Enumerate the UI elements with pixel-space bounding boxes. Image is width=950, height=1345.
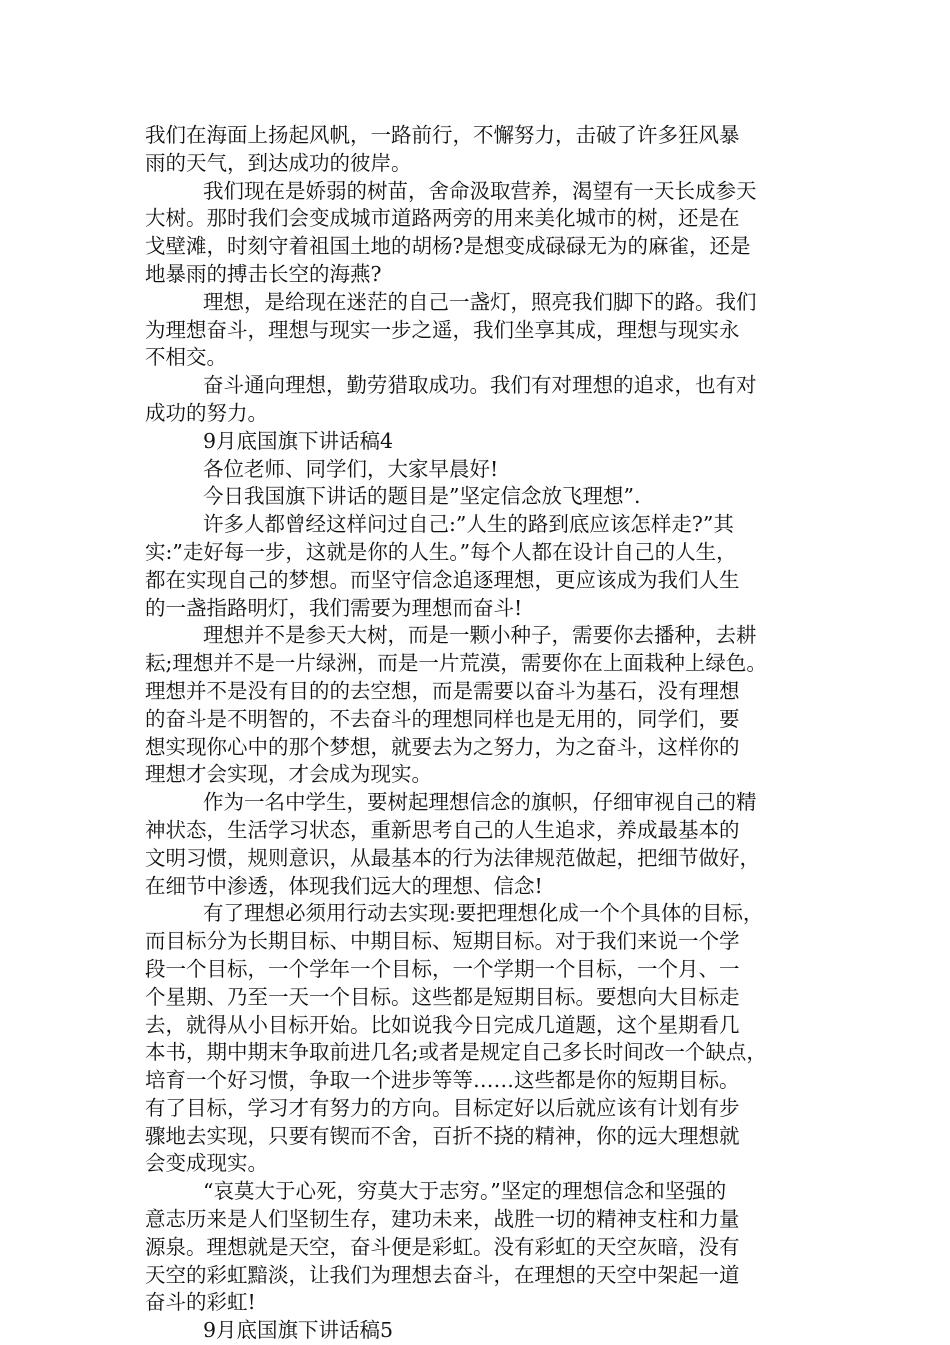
paragraph-continuation: 我们在海面上扬起风帆，一路前行，不懈努力，击破了许多狂风暴 雨的天气，到达成功的彼岸。: [145, 123, 740, 175]
paragraph: 理想并不是参天大树，而是一颗小种子，需要你去播种，去耕 耘;理想并不是一片绿洲，而是一片荒漠，需要你在上面栽种上绿色。 理想并不是没有目的的去空想，而是需要以奋斗为基石，没有理想 的奋斗是不明智的，不去奋斗的理想同样也是无用的，同学们，要 想实现你心中的那个梦想，就要去为之努力，为之奋斗，这样你的 理想才会实现，才会成为现实。: [145, 623, 767, 787]
section-heading-4: 9月底国旗下讲话稿4: [203, 428, 394, 453]
paragraph: 作为一名中学生，要树起理想信念的旗帜，仔细审视自己的精 神状态，生活学习状态，重新思考自己的人生追求，养成最基本的 文明习惯，规则意识，从最基本的行为法律规范做起，把细节做好， 在细节中渗透，体现我们远大的理想、信念!: [145, 790, 760, 898]
paragraph: 许多人都曾经这样问过自己:”人生的路到底应该怎样走?”其 实:”走好每一步，这就是你的人生。”每个人都在设计自己的人生， 都在实现自己的梦想。而坚守信念追逐理想，更应该成为我们人生 的一盏指路明灯，我们需要为理想而奋斗!: [145, 512, 740, 620]
paragraph-greeting: 各位老师、同学们，大家早晨好!: [203, 456, 499, 481]
paragraph: “哀莫大于心死，穷莫大于志穷。”坚定的理想信念和坚强的 意志历来是人们坚韧生存，建功未来，战胜一切的精神支柱和力量 源泉。理想就是天空，奋斗便是彩虹。没有彩虹的天空灰暗，没有 天空的彩虹黯淡，让我们为理想去奋斗，在理想的天空中架起一道 奋斗的彩虹!: [145, 1179, 740, 1315]
document-body: [145, 122, 807, 1345]
paragraph: 有了理想必须用行动去实现:要把理想化成一个个具体的目标， 而目标分为长期目标、中期目标、短期目标。对于我们来说一个学 段一个目标，一个学年一个目标，一个学期一个目标，一个月、一 个星期、乃至一天一个目标。这些都是短期目标。要想向大目标走 去，就得从小目标开始。比如说我今日完成几道题，这个星期看几 本书，期中期末争取前进几名;或者是规定自己多长时间改一个缺点， 培育一个好习惯，争取一个进步等等……这些都是你的短期目标。 有了目标，学习才有努力的方向。目标定好以后就应该有计划有步 骤地去实现，只要有锲而不舍，百折不挠的精神，你的远大理想就 会变成现实。: [145, 901, 767, 1176]
section-heading-5: 9月底国旗下讲话稿5: [203, 1318, 394, 1343]
paragraph: 我们现在是娇弱的树苗，舍命汲取营养，渴望有一天长成参天 大树。那时我们会变成城市道路两旁的用来美化城市的树，还是在 戈壁滩，时刻守着祖国土地的胡杨?是想变成碌碌无为的麻雀，还是 地暴雨的搏击长空的海燕?: [145, 178, 757, 286]
paragraph: 奋斗通向理想，勤劳猎取成功。我们有对理想的追求，也有对 成功的努力。: [145, 373, 757, 425]
paragraph-topic: 今日我国旗下讲话的题目是”坚定信念放飞理想”.: [203, 484, 641, 509]
paragraph: 理想，是给现在迷茫的自己一盏灯，照亮我们脚下的路。我们 为理想奋斗，理想与现实一步之遥，我们坐享其成，理想与现实永 不相交。: [145, 289, 757, 370]
